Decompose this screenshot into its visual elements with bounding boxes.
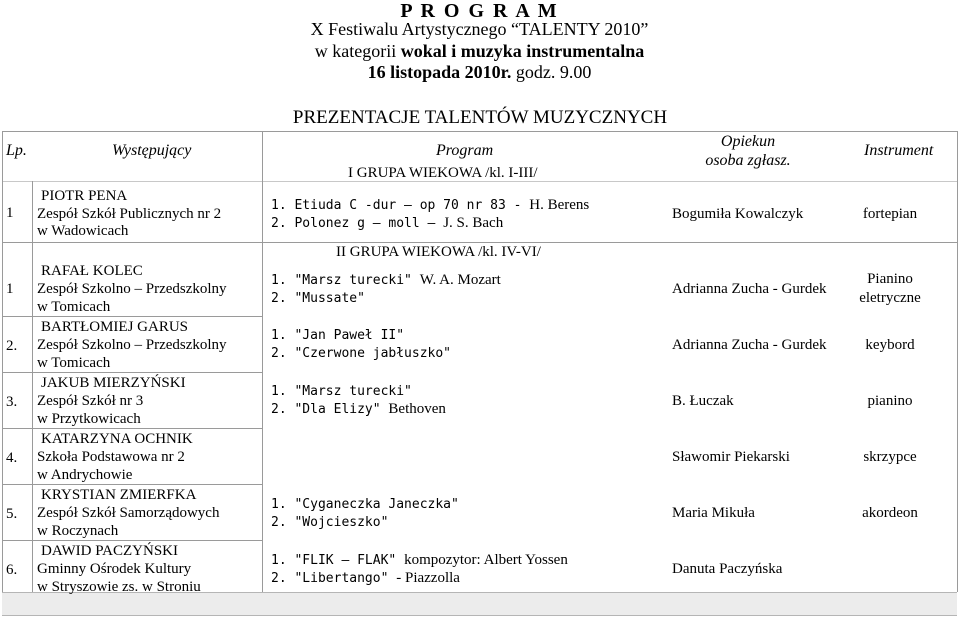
age-group-label: I GRUPA WIEKOWA /kl. I-III/: [348, 165, 538, 181]
performer-school: Zespół Szkół Publicznych nr 2: [37, 206, 222, 222]
instrument-name: skrzypce: [863, 449, 917, 465]
instrument-name: fortepian: [862, 206, 918, 222]
performer-school: Zespół Szkół Samorządowych: [37, 505, 220, 521]
program-item: [271, 196, 589, 215]
performer-town: w Andrychowie: [37, 467, 133, 483]
column-divider: [262, 131, 263, 592]
row-divider: [2, 428, 262, 429]
row-number: 3.: [6, 394, 18, 410]
performer-school: Gminny Ośrodek Kultury: [37, 561, 192, 577]
performer-name: DAWID PACZYŃSKI: [41, 543, 178, 559]
tutor-name: B. Łuczak: [672, 393, 734, 409]
category-name: wokal i muzyka instrumentalna: [400, 41, 645, 61]
program-title: 1. "Jan Paweł II": [271, 328, 405, 343]
program-item: [271, 344, 451, 363]
performer-town: w Przytkowicach: [37, 411, 141, 427]
instrument-name: pianino: [867, 393, 913, 409]
column-header-performer: Występujący: [112, 142, 192, 159]
program-title: 1. "FLIK – FLAK": [271, 553, 405, 568]
column-divider: [32, 181, 33, 592]
instrument-name-line2: eletryczne: [859, 290, 921, 306]
row-number: 1: [6, 281, 14, 297]
row-number: 5.: [6, 506, 18, 522]
table-right-border: [957, 131, 958, 592]
program-item: [271, 513, 388, 532]
festival-name: X Festiwalu Artystycznego “TALENTY 2010”: [310, 19, 649, 39]
program-item: [271, 289, 365, 308]
performer-name: PIOTR PENA: [41, 188, 128, 204]
event-date: 16 listopada 2010r.: [367, 62, 516, 82]
performer-town: w Tomicach: [37, 355, 111, 371]
program-title: 2. "Wojcieszko": [271, 515, 389, 530]
performer-name: BARTŁOMIEJ GARUS: [41, 319, 189, 335]
performer-school: Zespół Szkolno – Przedszkolny: [37, 281, 227, 297]
table-top-border: [2, 131, 957, 132]
performer-name: KRYSTIAN ZMIERFKA: [41, 487, 197, 503]
instrument-name: akordeon: [862, 505, 918, 521]
program-composer: H. Berens: [529, 197, 590, 213]
performer-name: KATARZYNA OCHNIK: [41, 431, 193, 447]
row-divider: [2, 540, 262, 541]
program-title: 2. "Libertango": [271, 571, 397, 586]
performer-school: Zespół Szkolno – Przedszkolny: [37, 337, 227, 353]
program-composer: J. S. Bach: [443, 215, 504, 231]
program-item: [271, 326, 404, 345]
program-title: 2. "Mussate": [271, 291, 365, 306]
row-number: 1: [6, 205, 14, 221]
program-item: [271, 569, 460, 588]
category-prefix: w kategorii: [314, 41, 401, 61]
event-time: godz. 9.00: [515, 62, 592, 82]
row-number: 2.: [6, 338, 18, 354]
program-item: [271, 400, 446, 419]
program-title: 2. "Czerwone jabłuszko": [271, 346, 452, 361]
row-divider: [2, 316, 262, 317]
program-title: 1. Etiuda C -dur – op 70 nr 83 -: [271, 198, 530, 213]
tutor-name: Danuta Paczyńska: [672, 561, 783, 577]
program-title: 1. "Marsz turecki": [271, 273, 420, 288]
column-header-program: Program: [436, 142, 494, 159]
instrument-name: Pianino: [867, 271, 913, 287]
column-header-tutor: [700, 132, 796, 170]
performer-town: w Tomicach: [37, 299, 111, 315]
program-composer: kompozytor: Albert Yossen: [404, 552, 568, 568]
performer-school: Zespół Szkół nr 3: [37, 393, 144, 409]
program-title: 1. "Marsz turecki": [271, 384, 412, 399]
row-divider: [2, 372, 262, 373]
tutor-header-line1: Opiekun: [720, 133, 776, 150]
age-group-label: II GRUPA WIEKOWA /kl. IV-VI/: [336, 244, 541, 260]
program-title: 2. "Dla Elizy": [271, 402, 389, 417]
row-number: 6.: [6, 562, 18, 578]
program-item: [271, 551, 568, 570]
column-header-instrument: Instrument: [864, 142, 934, 159]
program-item: [271, 382, 412, 401]
date-line: [0, 62, 959, 83]
row-divider: [2, 484, 262, 485]
tutor-name: Adrianna Zucha - Gurdek: [672, 281, 827, 297]
tutor-name: Maria Mikuła: [672, 505, 755, 521]
program-composer: Bethoven: [388, 401, 446, 417]
tutor-header-line2: osoba zgłasz.: [705, 152, 791, 169]
program-composer: - Piazzolla: [396, 570, 460, 586]
program-item: [271, 495, 459, 514]
performer-town: w Wadowicach: [37, 223, 129, 239]
category-line: [0, 41, 959, 62]
program-title: 2. Polonez g – moll –: [271, 216, 444, 231]
instrument-name: keybord: [865, 337, 915, 353]
program-item: [271, 214, 503, 233]
document-title: P R O G R A M: [400, 0, 559, 22]
performer-school: Szkoła Podstawowa nr 2: [37, 449, 185, 465]
performer-name: RAFAŁ KOLEC: [41, 263, 143, 279]
tutor-name: Sławomir Piekarski: [672, 449, 790, 465]
table-left-border: [2, 131, 3, 592]
performer-town: w Stryszowie zs. w Stroniu: [37, 579, 201, 595]
row-number: 4.: [6, 450, 18, 466]
tutor-name: Adrianna Zucha - Gurdek: [672, 337, 827, 353]
program-composer: W. A. Mozart: [419, 272, 501, 288]
tutor-name: Bogumiła Kowalczyk: [672, 206, 804, 222]
performer-town: w Roczynach: [37, 523, 119, 539]
section-banner: PREZENTACJE TALENTÓW MUZYCZNYCH: [292, 107, 668, 128]
program-title: 1. "Cyganeczka Janeczka": [271, 497, 459, 512]
performer-name: JAKUB MIERZYŃSKI: [41, 375, 186, 391]
program-item: [271, 271, 501, 290]
column-header-lp: Lp.: [6, 142, 27, 159]
